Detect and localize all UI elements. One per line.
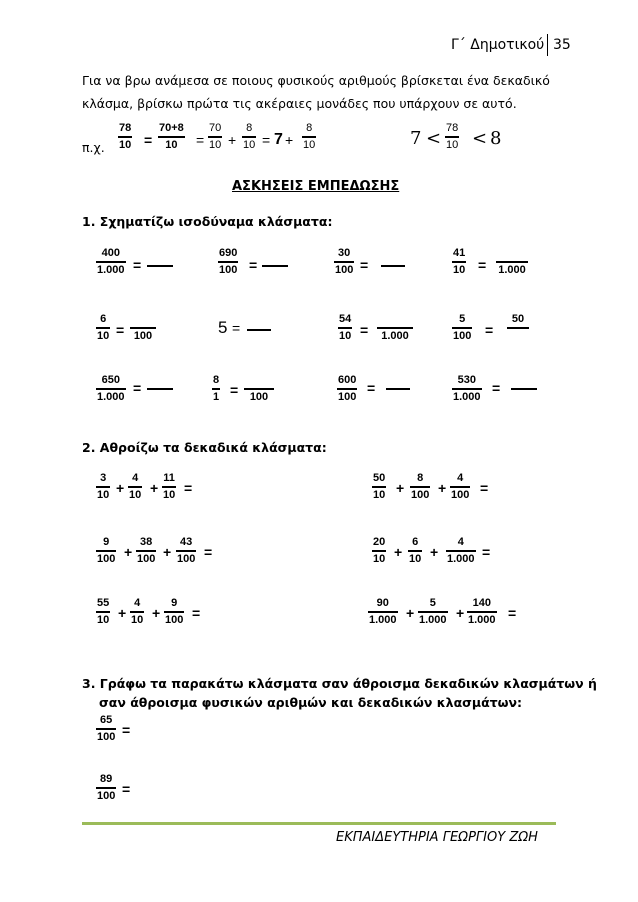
fraction-bar	[118, 136, 132, 138]
equals-sign: =	[196, 132, 205, 148]
ex2-fraction	[96, 597, 110, 627]
numerator: 78	[119, 122, 132, 134]
plus-sign: +	[394, 544, 403, 560]
numerator-blank[interactable]	[130, 313, 156, 326]
plus-sign: +	[116, 480, 125, 496]
plus-sign: +	[438, 480, 447, 496]
fraction-bar	[418, 611, 448, 613]
fraction-bar	[218, 261, 238, 263]
equals-sign: =	[485, 322, 494, 338]
intro-line-2: κλάσμα, βρίσκω πρώτα τις ακέραιες μονάδες που υπάρχουν σε αυτό.	[82, 96, 517, 111]
ex1-fraction	[452, 247, 466, 277]
denominator: 1.000	[369, 613, 397, 626]
ex1-fraction	[96, 374, 126, 404]
fraction-bar	[96, 728, 116, 730]
fraction-bar	[130, 327, 156, 329]
example-fraction-3	[208, 122, 222, 152]
denominator: 10	[243, 138, 256, 151]
ex2-fraction	[446, 536, 476, 566]
fraction-bar	[244, 388, 274, 390]
numerator: 43	[180, 536, 193, 548]
equals-sign: =	[192, 605, 201, 621]
denominator: 100	[219, 263, 238, 276]
fraction-bar	[337, 388, 357, 390]
ex1-target-fraction	[377, 313, 413, 343]
numerator: 8	[306, 122, 313, 134]
numerator: 6	[100, 313, 107, 325]
fraction-bar	[445, 136, 459, 138]
ex2-fraction	[450, 472, 470, 502]
numerator: 70+8	[159, 122, 184, 134]
denominator: 10	[97, 488, 110, 501]
denominator: 1.000	[447, 552, 475, 565]
ex2-fraction	[372, 472, 386, 502]
ex1-fraction	[334, 247, 354, 277]
numerator: 8	[417, 472, 424, 484]
denominator: 1.000	[97, 390, 125, 403]
equals-sign: =	[133, 380, 142, 396]
numerator: 4	[457, 472, 464, 484]
denominator: 10	[165, 138, 178, 151]
equals-sign: =	[249, 257, 258, 273]
denominator: 10	[339, 329, 352, 342]
ex1-fraction	[452, 313, 472, 343]
header-divider	[547, 34, 548, 56]
numerator: 6	[412, 536, 419, 548]
plus-sign: +	[228, 132, 237, 148]
numerator: 30	[338, 247, 351, 259]
numerator: 5	[429, 597, 436, 609]
numerator: 41	[453, 247, 466, 259]
plus-sign: +	[152, 605, 161, 621]
denominator: 100	[451, 488, 470, 501]
plus-sign: +	[124, 544, 133, 560]
ex2-fraction	[408, 536, 422, 566]
ex1-fraction	[218, 247, 238, 277]
numerator: 50	[511, 313, 525, 325]
denominator: 100	[165, 613, 184, 626]
answer-blank[interactable]	[511, 388, 537, 390]
numerator: 3	[100, 472, 107, 484]
denominator: 100	[453, 329, 472, 342]
page-number: 35	[553, 37, 571, 53]
answer-blank[interactable]	[247, 329, 271, 331]
denominator: 1.000	[468, 613, 496, 626]
example-fraction-4	[242, 122, 256, 152]
equals-sign: =	[133, 257, 142, 273]
answer-blank[interactable]	[262, 265, 288, 267]
equals-sign: =	[360, 322, 369, 338]
section-title: ΑΣΚΗΣΕΙΣ ΕΜΠΕΔΩΣΗΣ	[232, 179, 400, 194]
denominator: 10	[409, 552, 422, 565]
whole-number: 7	[274, 131, 283, 148]
denominator: 10	[373, 488, 386, 501]
numerator: 400	[101, 247, 120, 259]
equals-sign: =	[122, 781, 131, 797]
denominator-blank[interactable]	[507, 330, 529, 343]
denominator: 100	[335, 263, 354, 276]
fraction-bar	[338, 327, 352, 329]
denominator: 10	[97, 613, 110, 626]
equals-sign: =	[116, 322, 125, 338]
equals-sign: =	[367, 380, 376, 396]
equals-sign: =	[204, 544, 213, 560]
numerator-blank[interactable]	[377, 313, 413, 326]
numerator: 65	[100, 714, 113, 726]
ex2-fraction	[96, 472, 110, 502]
plus-sign: +	[456, 605, 465, 621]
fraction-bar	[128, 486, 142, 488]
numerator: 11	[163, 472, 175, 484]
exercise-1-title: 1. Σχηματίζω ισοδύναμα κλάσματα:	[82, 214, 333, 229]
fraction-bar	[372, 486, 386, 488]
numerator: 38	[140, 536, 153, 548]
numerator: 89	[100, 773, 113, 785]
plus-sign: +	[150, 480, 159, 496]
fraction-bar	[136, 550, 156, 552]
equals-sign: =	[122, 722, 131, 738]
plus-sign: +	[118, 605, 127, 621]
numerator: 50	[373, 472, 386, 484]
equals-sign: =	[144, 132, 153, 148]
plus-sign: +	[163, 544, 172, 560]
compare-right: 8	[490, 128, 502, 149]
numerator: 4	[132, 472, 139, 484]
equals-sign: =	[360, 257, 369, 273]
fraction-bar	[242, 136, 256, 138]
denominator: 10	[119, 138, 132, 151]
answer-blank[interactable]	[386, 388, 410, 390]
denominator: 100	[137, 552, 156, 565]
fraction-bar	[158, 136, 185, 138]
denominator: 100	[249, 390, 269, 403]
fraction-bar	[208, 136, 222, 138]
fraction-bar	[130, 611, 144, 613]
ex3-fraction	[96, 714, 116, 744]
plus-sign: +	[430, 544, 439, 560]
numerator: 530	[457, 374, 476, 386]
denominator: 100	[133, 329, 153, 342]
equals-sign: =	[480, 480, 489, 496]
denominator: 10	[373, 552, 386, 565]
ex2-fraction	[130, 597, 144, 627]
numerator: 78	[446, 122, 459, 134]
ex1-fraction	[337, 374, 357, 404]
numerator-blank[interactable]	[496, 247, 528, 260]
denominator: 1.000	[419, 613, 447, 626]
fraction-bar	[507, 327, 529, 329]
denominator: 10	[453, 263, 466, 276]
fraction-bar	[410, 486, 430, 488]
fraction-bar	[96, 261, 126, 263]
fraction-bar	[96, 611, 110, 613]
intro-line-1: Για να βρω ανάμεσα σε ποιους φυσικούς αριθμούς βρίσκεται ένα δεκαδικό	[82, 73, 550, 88]
numerator: 20	[373, 536, 386, 548]
numerator: 4	[457, 536, 464, 548]
plus-sign: +	[285, 132, 294, 148]
numerator: 5	[459, 313, 466, 325]
compare-left: 7	[410, 128, 422, 149]
ex2-fraction	[467, 597, 497, 627]
equals-sign: =	[492, 380, 501, 396]
ex1-target-fraction	[496, 247, 528, 277]
ex1-target-fraction	[507, 313, 529, 343]
ex2-fraction	[418, 597, 448, 627]
numerator: 55	[97, 597, 110, 609]
denominator: 1.000	[97, 263, 125, 276]
equals-sign: =	[262, 132, 271, 148]
example-label: π.χ.	[82, 140, 105, 155]
fraction-bar	[452, 327, 472, 329]
equals-sign: =	[478, 257, 487, 273]
numerator: 9	[103, 536, 110, 548]
denominator: 100	[338, 390, 357, 403]
fraction-bar	[467, 611, 497, 613]
numerator: 54	[339, 313, 352, 325]
answer-blank[interactable]	[147, 265, 173, 267]
fraction-bar	[452, 261, 466, 263]
fraction-bar	[446, 550, 476, 552]
denominator: 1.000	[381, 329, 409, 342]
denominator: 10	[303, 138, 316, 151]
example-fraction-5	[302, 122, 316, 152]
fraction-bar	[96, 550, 116, 552]
denominator: 1.000	[453, 390, 481, 403]
fraction-bar	[368, 611, 398, 613]
ex2-fraction	[176, 536, 196, 566]
ex1-fraction	[452, 374, 482, 404]
fraction-bar	[377, 327, 413, 329]
fraction-bar	[212, 388, 220, 390]
numerator: 8	[246, 122, 253, 134]
fraction-bar	[372, 550, 386, 552]
fraction-bar	[96, 486, 110, 488]
fraction-bar	[96, 388, 126, 390]
fraction-bar	[96, 327, 110, 329]
ex2-fraction	[164, 597, 184, 627]
denominator: 10	[446, 138, 459, 151]
numerator: 650	[101, 374, 120, 386]
numerator: 8	[213, 374, 220, 386]
less-than-sign: <	[426, 128, 442, 149]
numerator: 4	[134, 597, 141, 609]
equals-sign: =	[232, 320, 241, 336]
ex2-fraction	[128, 472, 142, 502]
example-fraction-2	[158, 122, 185, 152]
ex1-fraction	[212, 374, 220, 404]
ex2-fraction	[96, 536, 116, 566]
whole-number: 5	[218, 318, 228, 337]
equals-sign: =	[482, 544, 491, 560]
exercise-3-title-line-1: 3. Γράφω τα παρακάτω κλάσματα σαν άθροισμα δεκαδικών κλασμάτων ή	[82, 676, 597, 691]
ex2-fraction	[368, 597, 398, 627]
ex1-target-fraction	[130, 313, 156, 343]
denominator: 10	[129, 488, 142, 501]
compare-fraction	[445, 122, 459, 152]
fraction-bar	[496, 261, 528, 263]
fraction-bar	[96, 787, 116, 789]
ex1-fraction	[338, 313, 352, 343]
answer-blank[interactable]	[381, 265, 405, 267]
ex3-fraction	[96, 773, 116, 803]
less-than-sign: <	[472, 128, 488, 149]
example-fraction-1	[118, 122, 132, 152]
numerator: 70	[209, 122, 222, 134]
denominator: 10	[209, 138, 222, 151]
numerator: 600	[338, 374, 357, 386]
denominator: 100	[411, 488, 430, 501]
plus-sign: +	[396, 480, 405, 496]
fraction-bar	[302, 136, 316, 138]
footer-rule	[82, 822, 556, 825]
numerator: 9	[171, 597, 178, 609]
footer-text: ΕΚΠΑΙΔΕΥΤΗΡΙΑ ΓΕΩΡΓΙΟΥ ΖΩΗ	[336, 830, 538, 845]
denominator: 10	[131, 613, 144, 626]
denominator: 1	[213, 390, 220, 403]
header-title: Γ΄ Δημοτικού	[451, 37, 545, 53]
fraction-bar	[164, 611, 184, 613]
denominator: 100	[177, 552, 196, 565]
denominator: 100	[97, 789, 116, 802]
equals-sign: =	[184, 480, 193, 496]
denominator: 10	[163, 488, 176, 501]
fraction-bar	[176, 550, 196, 552]
denominator: 1.000	[498, 263, 526, 276]
fraction-bar	[450, 486, 470, 488]
numerator: 690	[219, 247, 238, 259]
exercise-3-title-line-2: σαν άθροισμα φυσικών αριθμών και δεκαδικών κλασμάτων:	[99, 695, 523, 710]
ex2-fraction	[372, 536, 386, 566]
denominator: 100	[97, 730, 116, 743]
fraction-bar	[334, 261, 354, 263]
ex2-fraction	[162, 472, 176, 502]
numerator: 140	[472, 597, 491, 609]
fraction-bar	[452, 388, 482, 390]
plus-sign: +	[406, 605, 415, 621]
ex2-fraction	[410, 472, 430, 502]
denominator: 100	[97, 552, 116, 565]
ex1-target-fraction	[244, 374, 274, 404]
ex1-fraction	[96, 247, 126, 277]
numerator-blank[interactable]	[244, 374, 274, 387]
answer-blank[interactable]	[147, 388, 173, 390]
fraction-bar	[162, 486, 176, 488]
fraction-bar	[408, 550, 422, 552]
exercise-2-title: 2. Αθροίζω τα δεκαδικά κλάσματα:	[82, 440, 327, 455]
equals-sign: =	[230, 382, 239, 398]
denominator: 10	[97, 329, 110, 342]
ex2-fraction	[136, 536, 156, 566]
ex1-fraction	[96, 313, 110, 343]
numerator: 90	[376, 597, 389, 609]
equals-sign: =	[508, 605, 517, 621]
